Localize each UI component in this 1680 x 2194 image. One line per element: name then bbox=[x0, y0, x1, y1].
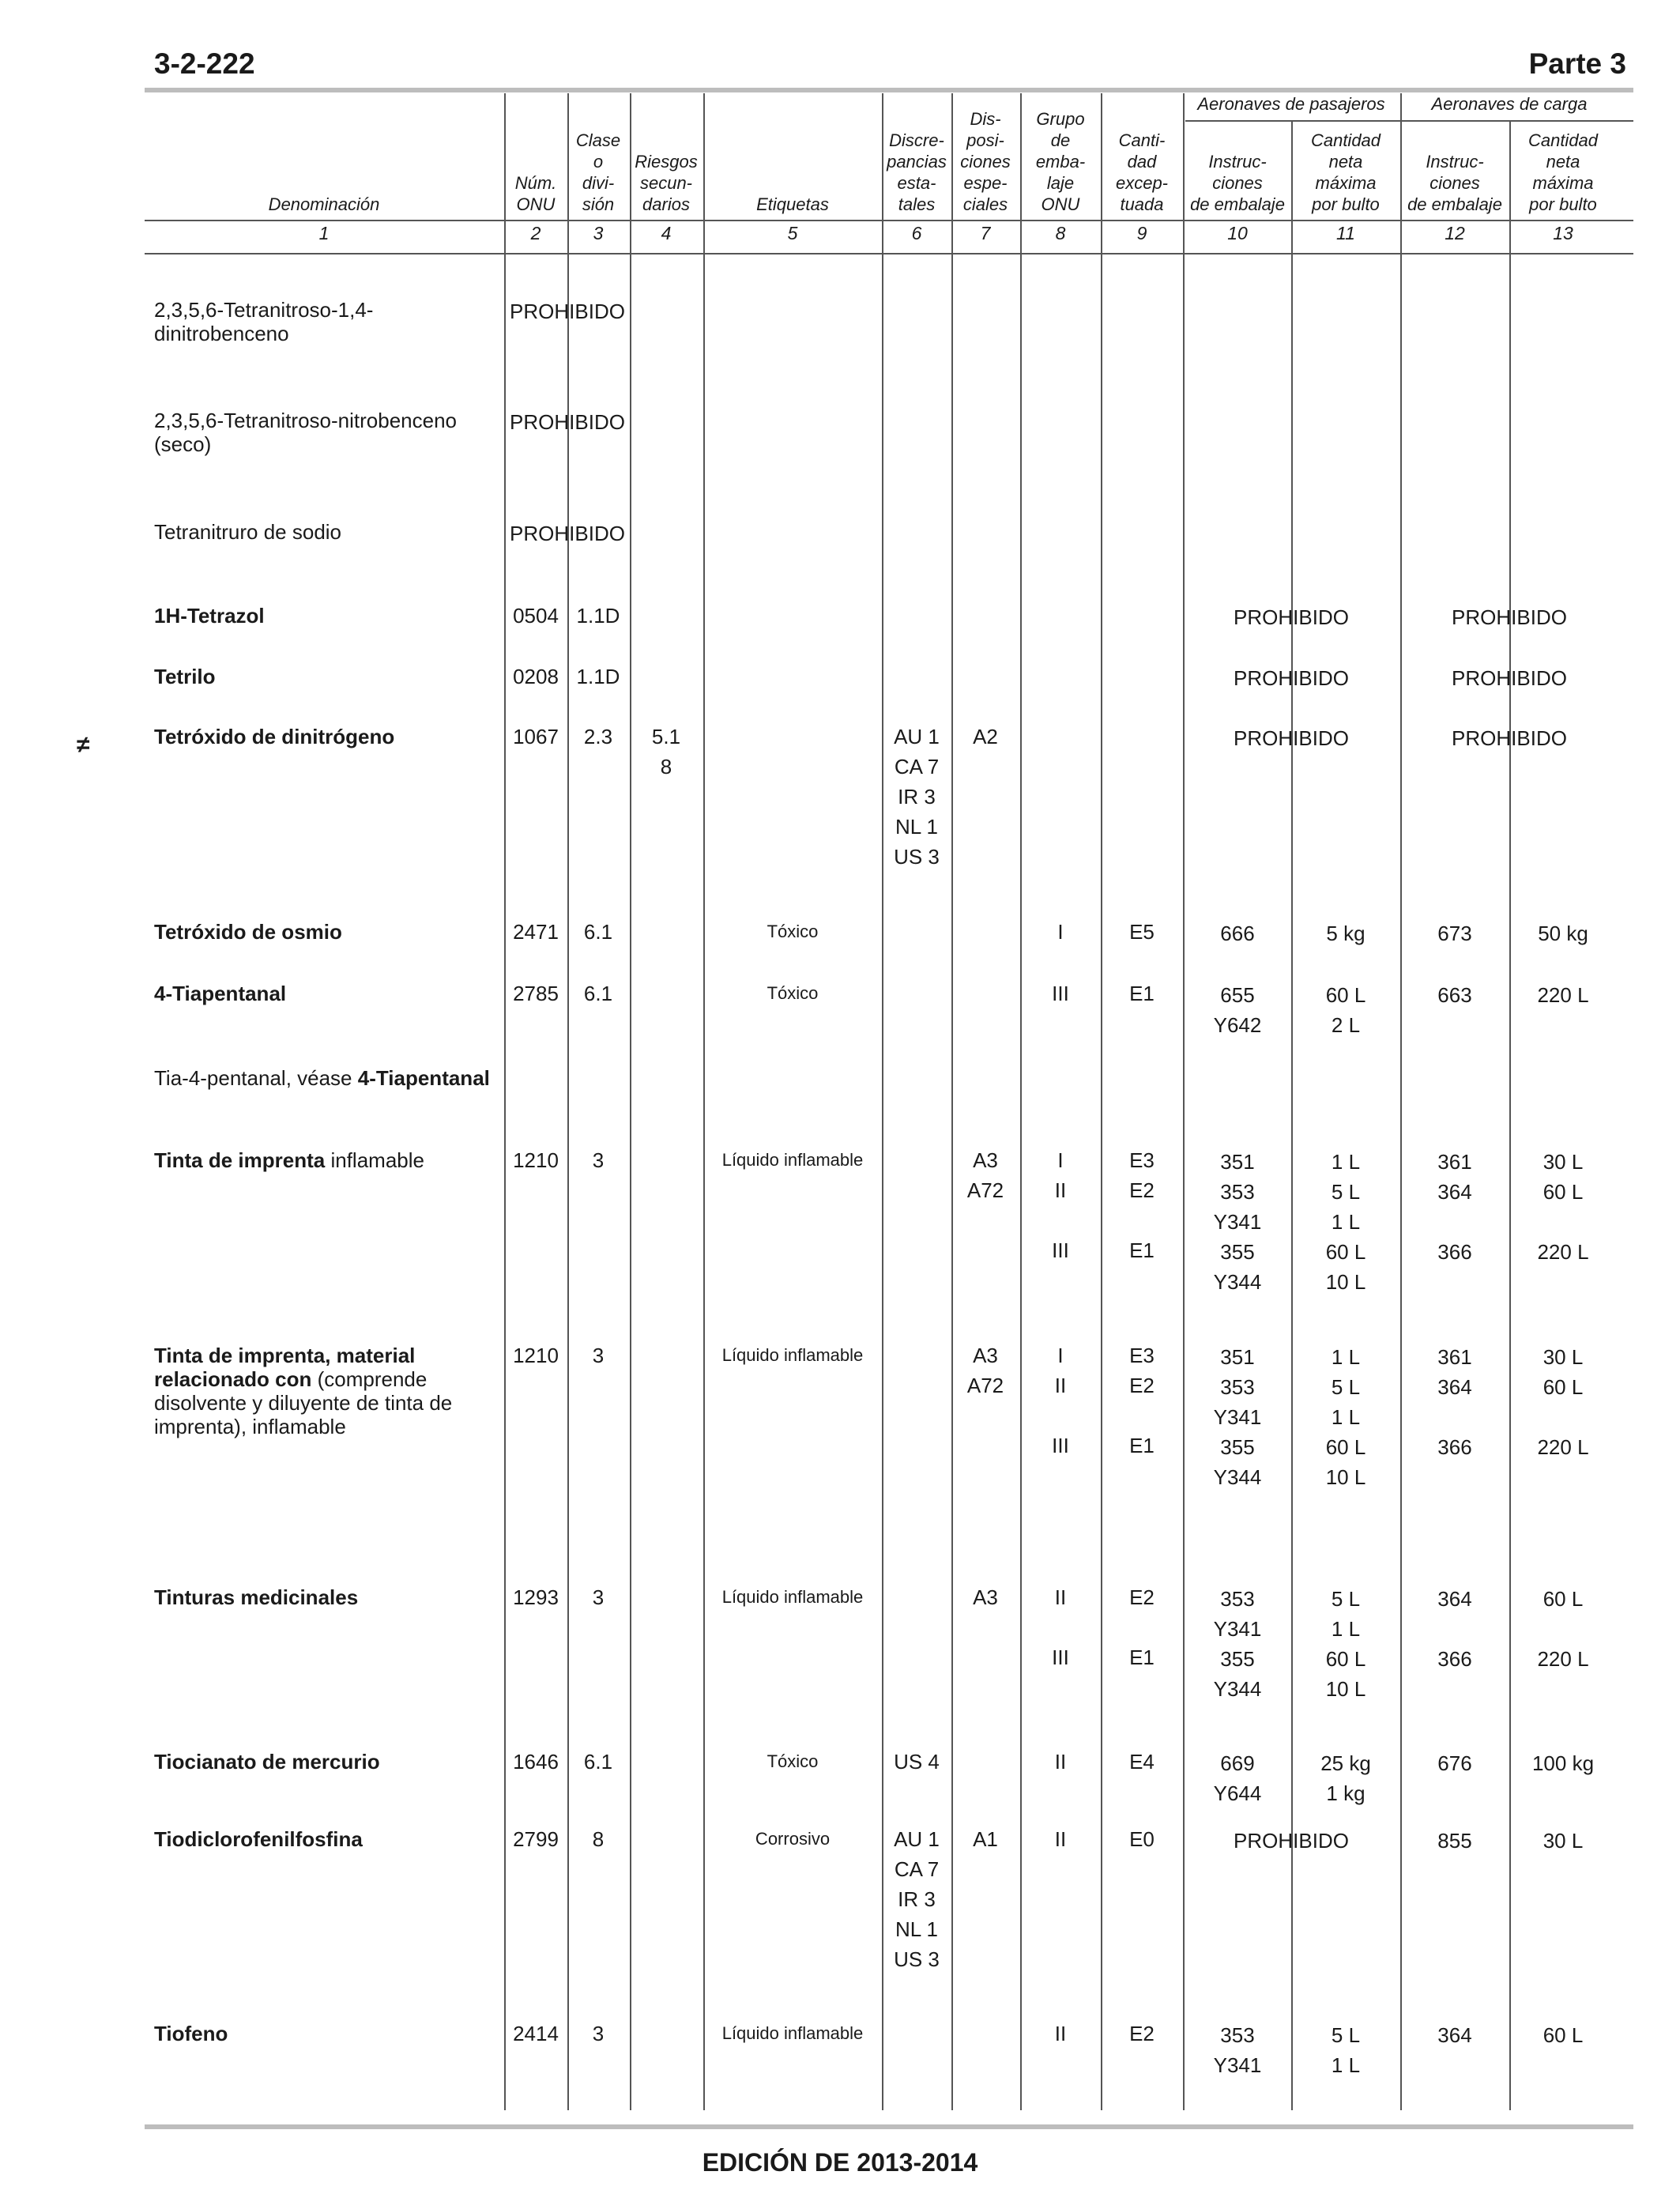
row-cantidad-exceptuada: E3 E2 E1 bbox=[1129, 1148, 1155, 1262]
row-num-onu: 2799 bbox=[513, 1827, 559, 1851]
row-instrucciones-carga: 855 bbox=[1437, 1829, 1472, 1853]
row-disposiciones: A3 bbox=[973, 1585, 998, 1609]
header-aeronaves-pasajeros: Aeronaves de pasajeros bbox=[1197, 94, 1385, 114]
row-cantidad-carga: 60 L bbox=[1543, 2023, 1584, 2047]
header-discrepancias: Discre- pancias esta- tales bbox=[887, 130, 947, 214]
row-prohibido-carga: PROHIBIDO bbox=[1452, 605, 1567, 629]
column-number: 5 bbox=[787, 223, 798, 243]
column-divider bbox=[630, 93, 631, 2110]
row-discrepancias: US 4 bbox=[894, 1750, 940, 1774]
header-denominacion: Denominación bbox=[268, 194, 380, 214]
row-etiqueta: Tóxico bbox=[767, 1751, 819, 1771]
column-number: 2 bbox=[530, 223, 541, 243]
column-divider bbox=[1183, 93, 1185, 2110]
row-grupo: I II III bbox=[1052, 1344, 1069, 1457]
row-instrucciones-pax: 655 Y642 bbox=[1213, 983, 1262, 1037]
row-etiqueta: Líquido inflamable bbox=[721, 1587, 864, 1607]
row-etiqueta: Tóxico bbox=[767, 983, 819, 1003]
column-number: 4 bbox=[661, 223, 672, 243]
row-denominacion: Tetróxido de osmio bbox=[154, 920, 342, 944]
row-num-onu: 1210 bbox=[513, 1344, 559, 1367]
row-cantidad-exceptuada: E2 bbox=[1129, 2022, 1155, 2045]
column-number: 13 bbox=[1553, 223, 1573, 243]
row-denominacion: 1H-Tetrazol bbox=[154, 604, 265, 628]
header-num-onu: Núm. ONU bbox=[514, 173, 557, 214]
row-cantidad-carga: 30 L bbox=[1543, 1829, 1584, 1853]
row-num-onu: 1210 bbox=[513, 1148, 559, 1172]
header-cantidad-carga: Cantidad neta máxima por bulto bbox=[1527, 130, 1599, 214]
row-denominacion: Tetrilo bbox=[154, 665, 216, 688]
row-cantidad-pax: 5 kg bbox=[1326, 922, 1365, 945]
row-grupo: I bbox=[1057, 920, 1064, 944]
column-number: 9 bbox=[1136, 223, 1147, 243]
row-denominacion: Tiofeno bbox=[154, 2022, 228, 2045]
row-instrucciones-pax: 666 bbox=[1220, 922, 1255, 945]
row-grupo: II bbox=[1054, 2022, 1067, 2045]
header-riesgos: Riesgos secun- darios bbox=[635, 152, 698, 214]
header-instrucciones-pax: Instruc- ciones de embalaje bbox=[1190, 152, 1285, 214]
row-num-onu: 0208 bbox=[513, 665, 559, 688]
row-cantidad-pax: 25 kg 1 kg bbox=[1320, 1751, 1371, 1805]
row-cantidad-pax: 1 L 5 L 1 L 60 L 10 L bbox=[1325, 1150, 1366, 1294]
header-instrucciones-carga: Instruc- ciones de embalaje bbox=[1407, 152, 1502, 214]
column-divider bbox=[567, 93, 569, 2110]
row-instrucciones-carga: 361 364 366 bbox=[1437, 1150, 1472, 1264]
header-grupo: Grupo de emba- laje ONU bbox=[1035, 109, 1086, 214]
column-divider bbox=[1291, 120, 1293, 2110]
revision-marker: ≠ bbox=[77, 732, 90, 758]
row-instrucciones-pax: 351 353 Y341 355 Y344 bbox=[1213, 1150, 1262, 1294]
column-divider bbox=[1101, 93, 1102, 2110]
row-denominacion: 2,3,5,6-Tetranitroso-nitrobenceno (seco) bbox=[154, 409, 458, 456]
row-etiqueta: Corrosivo bbox=[755, 1829, 831, 1849]
column-divider bbox=[1020, 93, 1022, 2110]
row-discrepancias: AU 1 CA 7 IR 3 NL 1 US 3 bbox=[894, 1827, 940, 1971]
column-divider bbox=[951, 93, 953, 2110]
row-grupo: II III bbox=[1052, 1585, 1069, 1669]
row-cantidad-pax: 5 L 1 L bbox=[1331, 2023, 1361, 2077]
row-cantidad-pax: 1 L 5 L 1 L 60 L 10 L bbox=[1325, 1345, 1366, 1489]
row-prohibido-carga: PROHIBIDO bbox=[1452, 726, 1567, 750]
footer-edition: EDICIÓN DE 2013-2014 bbox=[702, 2148, 978, 2177]
column-number: 8 bbox=[1055, 223, 1066, 243]
header-bottom-line bbox=[145, 220, 1633, 221]
row-grupo: I II III bbox=[1052, 1148, 1069, 1262]
row-clase: 1.1D bbox=[576, 604, 620, 628]
row-cantidad-carga: 30 L 60 L 220 L bbox=[1537, 1345, 1589, 1459]
row-clase: 6.1 bbox=[583, 1750, 613, 1774]
row-prohibido-pasajeros: PROHIBIDO bbox=[1234, 605, 1349, 629]
row-denominacion: Tinta de imprenta inflamable bbox=[154, 1148, 424, 1172]
row-instrucciones-carga: 361 364 366 bbox=[1437, 1345, 1472, 1459]
row-instrucciones-carga: 676 bbox=[1437, 1751, 1472, 1775]
row-cantidad-carga: 50 kg bbox=[1538, 922, 1588, 945]
row-cantidad-carga: 60 L 220 L bbox=[1537, 1587, 1589, 1671]
row-cantidad-pax: 60 L 2 L bbox=[1325, 983, 1366, 1037]
row-instrucciones-carga: 364 366 bbox=[1437, 1587, 1472, 1671]
row-grupo: III bbox=[1052, 982, 1069, 1005]
header-cantidad-exceptuada: Canti- dad excep- tuada bbox=[1115, 130, 1169, 214]
row-cantidad-carga: 100 kg bbox=[1531, 1751, 1595, 1775]
column-divider bbox=[703, 93, 705, 2110]
row-instrucciones-carga: 663 bbox=[1437, 983, 1472, 1007]
row-discrepancias: AU 1 CA 7 IR 3 NL 1 US 3 bbox=[894, 725, 940, 869]
row-clase: 3 bbox=[592, 1585, 605, 1609]
header-aeronaves-carga: Aeronaves de carga bbox=[1431, 94, 1588, 114]
row-grupo: II bbox=[1054, 1750, 1067, 1774]
column-number: 10 bbox=[1227, 223, 1248, 243]
row-cantidad-carga: 220 L bbox=[1537, 983, 1589, 1007]
row-cantidad-exceptuada: E3 E2 E1 bbox=[1129, 1344, 1155, 1457]
row-num-onu: 2785 bbox=[513, 982, 559, 1005]
row-etiqueta: Líquido inflamable bbox=[721, 1150, 864, 1170]
column-divider bbox=[882, 93, 883, 2110]
row-num-onu: 1293 bbox=[513, 1585, 559, 1609]
row-clase: 1.1D bbox=[576, 665, 620, 688]
part-title: Parte 3 bbox=[1528, 47, 1626, 80]
header-cantidad-pax: Cantidad neta máxima por bulto bbox=[1310, 130, 1381, 214]
row-denominacion: Tia-4-pentanal, véase 4-Tiapentanal bbox=[154, 1066, 490, 1090]
colnum-bottom-line bbox=[145, 253, 1633, 254]
row-cantidad-exceptuada: E2 E1 bbox=[1129, 1585, 1155, 1669]
row-cantidad-exceptuada: E5 bbox=[1129, 920, 1155, 944]
row-riesgos: 5.1 8 bbox=[651, 725, 681, 778]
column-divider bbox=[1509, 120, 1511, 2110]
row-cantidad-exceptuada: E4 bbox=[1129, 1750, 1155, 1774]
header-clase: Clase o divi- sión bbox=[575, 130, 621, 214]
row-clase: 8 bbox=[592, 1827, 605, 1851]
row-instrucciones-pax: 351 353 Y341 355 Y344 bbox=[1213, 1345, 1262, 1489]
row-prohibido: PROHIBIDO bbox=[510, 410, 625, 434]
row-cantidad-exceptuada: E1 bbox=[1129, 982, 1155, 1005]
row-clase: 3 bbox=[592, 1344, 605, 1367]
header-disposiciones: Dis- posi- ciones espe- ciales bbox=[960, 109, 1011, 214]
row-clase: 3 bbox=[592, 2022, 605, 2045]
column-number: 1 bbox=[318, 223, 330, 243]
row-prohibido: PROHIBIDO bbox=[510, 522, 625, 545]
row-clase: 2.3 bbox=[583, 725, 613, 748]
row-instrucciones-pax: 669 Y644 bbox=[1213, 1751, 1262, 1805]
row-cantidad-carga: 30 L 60 L 220 L bbox=[1537, 1150, 1589, 1264]
row-num-onu: 1067 bbox=[513, 725, 559, 748]
column-divider bbox=[1400, 93, 1402, 2110]
column-number: 3 bbox=[593, 223, 604, 243]
column-number: 7 bbox=[980, 223, 991, 243]
row-clase: 3 bbox=[592, 1148, 605, 1172]
row-denominacion: 2,3,5,6-Tetranitroso-1,4- dinitrobenceno bbox=[154, 298, 374, 345]
row-cantidad-pax: 5 L 1 L 60 L 10 L bbox=[1325, 1587, 1366, 1701]
top-rule bbox=[145, 88, 1633, 92]
row-grupo: II bbox=[1054, 1827, 1067, 1851]
row-num-onu: 2471 bbox=[513, 920, 559, 944]
row-disposiciones: A1 bbox=[973, 1827, 998, 1851]
row-instrucciones-carga: 673 bbox=[1437, 922, 1472, 945]
row-etiqueta: Líquido inflamable bbox=[721, 1345, 864, 1365]
row-denominacion: Tiocianato de mercurio bbox=[154, 1750, 380, 1774]
row-denominacion: Tinturas medicinales bbox=[154, 1585, 359, 1609]
row-disposiciones: A2 bbox=[973, 725, 998, 748]
column-number: 6 bbox=[911, 223, 922, 243]
row-etiqueta: Líquido inflamable bbox=[721, 2023, 864, 2043]
column-divider bbox=[504, 93, 506, 2110]
row-instrucciones-carga: 364 bbox=[1437, 2023, 1472, 2047]
row-prohibido-pasajeros: PROHIBIDO bbox=[1234, 1829, 1349, 1853]
row-prohibido-pasajeros: PROHIBIDO bbox=[1234, 726, 1349, 750]
row-clase: 6.1 bbox=[583, 982, 613, 1005]
column-number: 11 bbox=[1336, 223, 1355, 243]
row-instrucciones-pax: 353 Y341 bbox=[1213, 2023, 1262, 2077]
row-prohibido: PROHIBIDO bbox=[510, 300, 625, 323]
row-denominacion: Tiodiclorofenilfosfina bbox=[154, 1827, 363, 1851]
row-num-onu: 2414 bbox=[513, 2022, 559, 2045]
row-disposiciones: A3 A72 bbox=[966, 1148, 1004, 1202]
row-denominacion: Tinta de imprenta, material relacionado con (comprende disolvente y diluyente de tinta de imprenta), inflamable bbox=[154, 1344, 453, 1438]
page-number: 3-2-222 bbox=[154, 47, 255, 80]
row-prohibido-carga: PROHIBIDO bbox=[1452, 666, 1567, 690]
header-etiquetas: Etiquetas bbox=[756, 194, 829, 214]
row-clase: 6.1 bbox=[583, 920, 613, 944]
bottom-rule bbox=[145, 2124, 1633, 2129]
column-number: 12 bbox=[1445, 223, 1465, 243]
row-cantidad-exceptuada: E0 bbox=[1129, 1827, 1155, 1851]
row-etiqueta: Tóxico bbox=[767, 922, 819, 941]
row-denominacion: Tetranitruro de sodio bbox=[154, 520, 342, 544]
aircraft-group-line bbox=[1185, 120, 1633, 122]
row-num-onu: 0504 bbox=[513, 604, 559, 628]
row-num-onu: 1646 bbox=[513, 1750, 559, 1774]
row-disposiciones: A3 A72 bbox=[966, 1344, 1004, 1397]
row-instrucciones-pax: 353 Y341 355 Y344 bbox=[1213, 1587, 1262, 1701]
row-denominacion: 4-Tiapentanal bbox=[154, 982, 287, 1005]
row-prohibido-pasajeros: PROHIBIDO bbox=[1234, 666, 1349, 690]
row-denominacion: Tetróxido de dinitrógeno bbox=[154, 725, 395, 748]
